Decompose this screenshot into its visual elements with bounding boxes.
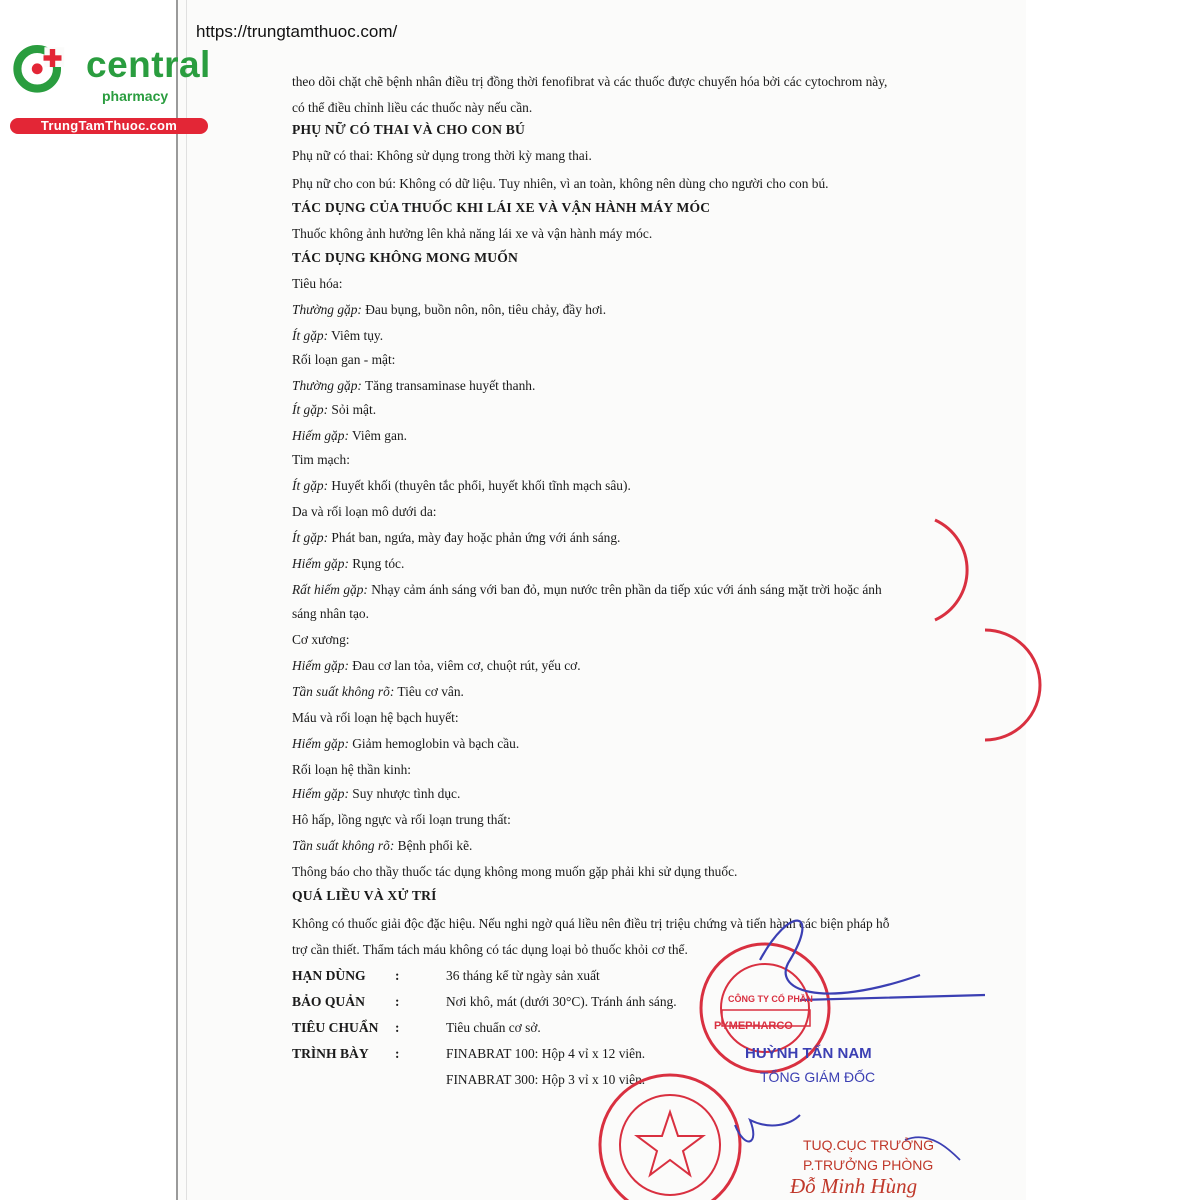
paragraph-line: Thuốc không ảnh hưởng lên khả năng lái xe và vận hành máy móc. [292,226,653,241]
frequency-line [292,328,383,344]
frequency-line [292,302,606,318]
frequency-text: Huyết khối (thuyên tắc phổi, huyết khối tĩnh mạch sâu). [328,478,631,493]
paragraph-line: có thể điều chỉnh liều các thuốc này nếu cần. [292,100,533,115]
spec-label: TIÊU CHUẨN [292,1020,379,1035]
paragraph-line: Máu và rối loạn hệ bạch huyết: [292,710,459,725]
frequency-text: Đau cơ lan tỏa, viêm cơ, chuột rút, yếu cơ. [348,658,581,673]
spec-value: FINABRAT 300: Hộp 3 vỉ x 10 viên. [446,1072,646,1087]
logo-brand: central [86,44,211,85]
paragraph-line: theo dõi chặt chẽ bệnh nhân điều trị đồng thời fenofibrat và các thuốc được chuyển hóa bởi các cytochrom này, [292,74,888,89]
frequency-line [292,582,882,598]
frequency-text: Viêm gan. [348,428,407,443]
frequency-label: Hiếm gặp: [292,786,349,801]
paragraph-line: sáng nhân tạo. [292,606,369,621]
logo-site: TrungTamThuoc.com [10,118,208,134]
spec-value: Nơi khô, mát (dưới 30°C). Tránh ánh sáng. [446,994,677,1009]
frequency-text: Tăng transaminase huyết thanh. [361,378,536,393]
frequency-text: Nhạy cảm ánh sáng với ban đỏ, mụn nước trên phần da tiếp xúc với ánh sáng mặt trời hoặc ánh [367,582,882,597]
section-heading: QUÁ LIỀU VÀ XỬ TRÍ [292,888,437,903]
company-stamp-line1: CÔNG TY CỔ PHẦN [728,994,813,1004]
company-stamp-name: PYMEPHARCO [714,1020,793,1032]
scan-edge [176,0,178,1200]
scan-edge-shadow [186,0,187,1200]
spec-value: FINABRAT 100: Hộp 4 vỉ x 12 viên. [446,1046,646,1061]
frequency-label: Hiếm gặp: [292,556,349,571]
frequency-label: Thường gặp: [292,378,362,393]
spec-colon: : [395,1020,400,1035]
frequency-label: Ít gặp: [292,478,329,493]
paragraph-line: Rối loạn gan - mật: [292,352,396,367]
central-pharmacy-logo[interactable] [10,38,210,138]
paragraph-line: trợ cần thiết. Thẩm tách máu không có tác dụng loại bỏ thuốc khỏi cơ thể. [292,942,688,957]
paragraph-line: Không có thuốc giải độc đặc hiệu. Nếu nghi ngờ quá liều nên điều trị triệu chứng và tiến hành các biện pháp hỗ [292,916,890,931]
spec-colon: : [395,1046,400,1061]
spec-value: 36 tháng kể từ ngày sản xuất [446,968,600,983]
frequency-label: Thường gặp: [292,302,362,317]
frequency-line [292,378,535,394]
spec-colon: : [395,994,400,1009]
frequency-line [292,478,631,494]
authority-name: Đỗ Minh Hùng [790,1174,918,1198]
frequency-line [292,658,581,674]
signatory-name: HUỲNH TẤN NAM [745,1045,872,1062]
frequency-label: Ít gặp: [292,328,329,343]
frequency-text: Bệnh phổi kẽ. [394,838,473,853]
frequency-label: Hiếm gặp: [292,736,349,751]
frequency-line [292,556,404,572]
frequency-text: Rụng tóc. [348,556,405,571]
section-heading: TÁC DỤNG KHÔNG MONG MUỐN [292,250,519,265]
section-heading: PHỤ NỮ CÓ THAI VÀ CHO CON BÚ [292,122,526,137]
frequency-text: Phát ban, ngứa, mày đay hoặc phản ứng với ánh sáng. [328,530,621,545]
frequency-label: Tần suất không rõ: [292,684,395,699]
frequency-label: Rất hiếm gặp: [292,582,368,597]
pharmacy-cross-icon [12,40,66,94]
paragraph-line: Tim mạch: [292,452,350,467]
paragraph-line: Phụ nữ có thai: Không sử dụng trong thời kỳ mang thai. [292,148,592,163]
logo-subtitle: pharmacy [102,88,169,104]
signatory-title: TỔNG GIÁM ĐỐC [760,1069,876,1085]
spec-value: Tiêu chuẩn cơ sở. [446,1020,541,1035]
frequency-line [292,428,407,444]
frequency-line [292,838,472,854]
frequency-text: Đau bụng, buồn nôn, nôn, tiêu chảy, đầy hơi. [361,302,607,317]
frequency-label: Hiếm gặp: [292,428,349,443]
frequency-line [292,736,519,752]
paragraph-line: Phụ nữ cho con bú: Không có dữ liệu. Tuy nhiên, vì an toàn, không nên dùng cho người cho con bú. [292,176,829,191]
frequency-label: Ít gặp: [292,530,329,545]
frequency-text: Tiêu cơ vân. [394,684,464,699]
frequency-line [292,786,460,802]
spec-colon: : [395,968,400,983]
spec-label: TRÌNH BÀY [292,1046,369,1061]
spec-label: HẠN DÙNG [292,968,366,983]
frequency-text: Giảm hemoglobin và bạch cầu. [348,736,520,751]
authority-line2: P.TRƯỞNG PHÒNG [803,1157,934,1173]
paragraph-line: Tiêu hóa: [292,276,343,291]
frequency-line [292,684,464,700]
frequency-line [292,530,620,546]
authority-line1: TUQ.CỤC TRƯỞNG [803,1137,935,1153]
frequency-text: Viêm tụy. [328,328,384,343]
frequency-text: Suy nhược tình dục. [348,786,461,801]
frequency-label: Hiếm gặp: [292,658,349,673]
spec-label: BẢO QUẢN [292,994,365,1009]
paragraph-line: Thông báo cho thầy thuốc tác dụng không mong muốn gặp phải khi sử dụng thuốc. [292,864,738,879]
frequency-text: Sỏi mật. [328,402,377,417]
frequency-label: Ít gặp: [292,402,329,417]
frequency-label: Tần suất không rõ: [292,838,395,853]
paragraph-line: Rối loạn hệ thần kinh: [292,762,412,777]
section-heading: TÁC DỤNG CỦA THUỐC KHI LÁI XE VÀ VẬN HÀNH MÁY MÓC [292,200,711,215]
paragraph-line: Cơ xương: [292,632,350,647]
paragraph-line: Hô hấp, lồng ngực và rối loạn trung thất: [292,812,511,827]
frequency-line [292,402,376,418]
source-url[interactable]: https://trungtamthuoc.com/ [196,22,398,41]
paragraph-line: Da và rối loạn mô dưới da: [292,504,437,519]
